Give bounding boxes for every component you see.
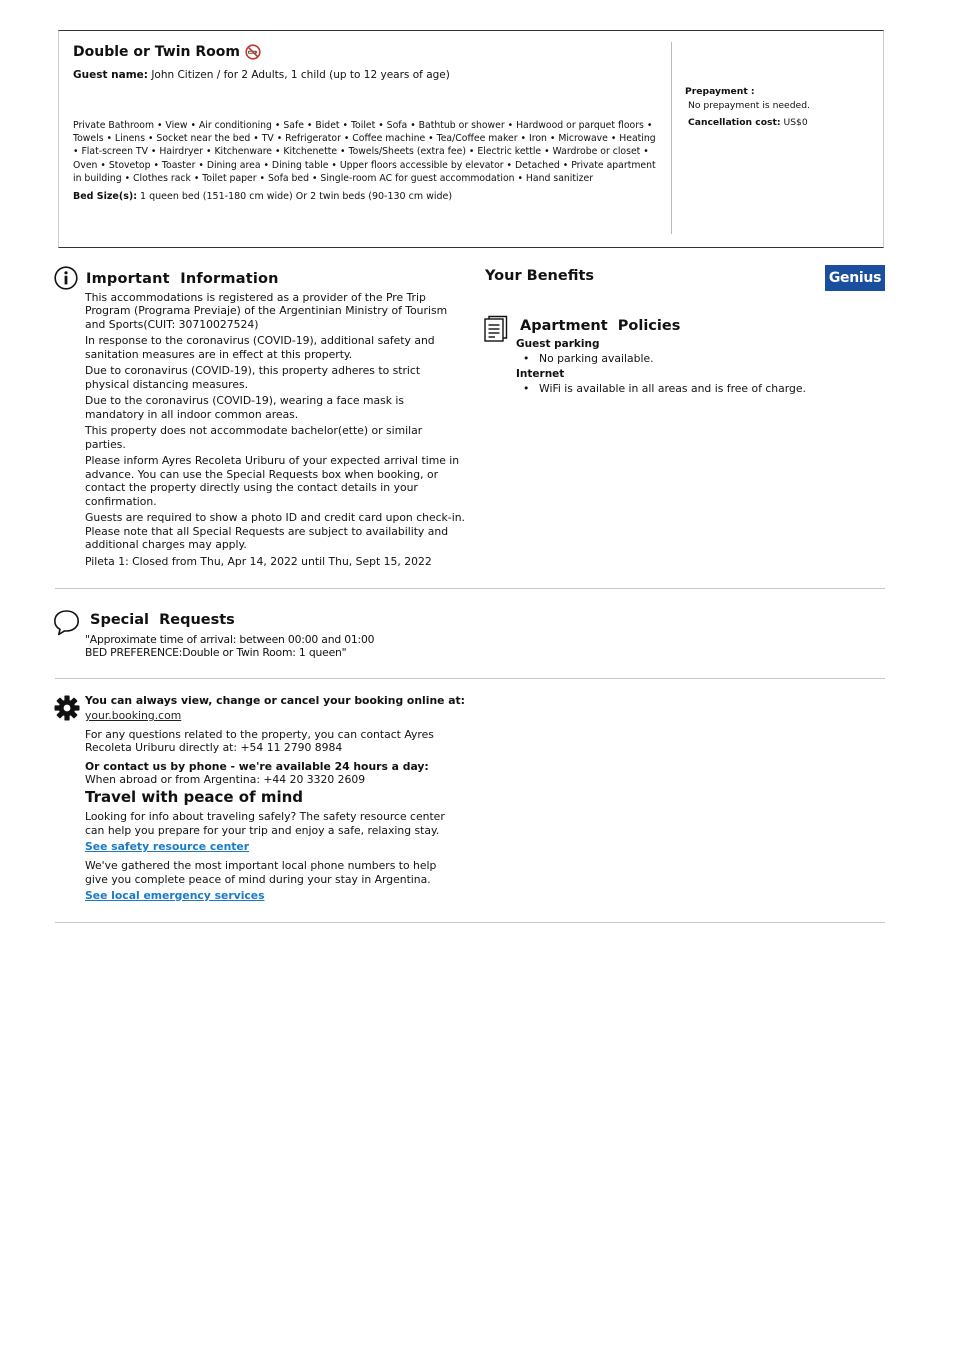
speech-bubble-icon [53, 609, 80, 636]
no-smoking-icon [245, 44, 261, 60]
apartment-policies-title: Apartment Policies [520, 318, 681, 334]
bed-size-line [73, 191, 452, 202]
info-paragraph: Please inform Ayres Recoleta Uriburu of your expected arrival time in advance. You can use the Special Requests box when booking, or contact the property directly using the contact details in your confirmation. [85, 454, 460, 508]
emergency-services-link[interactable]: See local emergency services [85, 889, 265, 902]
special-request-line: "Approximate time of arrival: between 00:00 and 01:00 [85, 633, 375, 646]
info-paragraph: Pileta 1: Closed from Thu, Apr 14, 2022 until Thu, Sept 15, 2022 [85, 554, 432, 568]
guest-name-line [73, 69, 450, 81]
bullet: • [523, 352, 530, 365]
prepayment-value: No prepayment is needed. [688, 100, 810, 111]
info-paragraph: In response to the coronavirus (COVID-19), additional safety and sanitation measures are in effect at this property. [85, 334, 435, 361]
internet-heading: Internet [516, 368, 565, 380]
safety-resource-text: Looking for info about traveling safely? The safety resource center can help you prepare for your trip and enjoy a safe, relaxing stay. [85, 810, 445, 837]
room-title [73, 44, 261, 60]
bullet: • [523, 382, 530, 395]
cancellation-cost [688, 117, 808, 128]
special-requests-body [85, 633, 374, 660]
genius-badge: Genius [825, 265, 885, 291]
phone-contact-number: When abroad or from Argentina: +44 20 3320 2609 [85, 773, 366, 786]
important-information-body [85, 291, 465, 571]
emergency-numbers-text: We've gathered the most important local phone numbers to help give you complete peace of mind during your stay in Argentina. [85, 859, 437, 886]
info-icon [54, 266, 78, 290]
room-box-divider [671, 42, 672, 234]
section-divider [55, 922, 885, 923]
safety-resource-link[interactable]: See safety resource center [85, 840, 250, 853]
travel-peace-title: Travel with peace of mind [85, 788, 304, 806]
important-information-title: Important Information [86, 271, 279, 287]
info-paragraph: This property does not accommodate bachelor(ette) or similar parties. [85, 424, 423, 451]
cancellation-label: Cancellation cost: [688, 117, 781, 128]
your-benefits-title: Your Benefits [485, 268, 595, 284]
special-request-line: BED PREFERENCE:Double or Twin Room: 1 queen" [85, 646, 347, 660]
document-icon [483, 315, 509, 343]
guest-parking-text: No parking available. [539, 352, 654, 365]
phone-contact-heading: Or contact us by phone - we're available 24 hours a day: [85, 760, 429, 773]
info-paragraph: This accommodations is registered as a provider of the Pre Trip Program (Programa Previaje) of the Argentinian Ministry of Tourism and Sports(CUIT: 30710027524) [85, 291, 448, 331]
bed-size-value: 1 queen bed (151-180 cm wide) Or 2 twin beds (90-130 cm wide) [140, 191, 453, 202]
guest-parking-item [523, 352, 654, 365]
room-facilities: Private Bathroom • View • Air conditioning • Safe • Bidet • Toilet • Sofa • Bathtub or shower • Hardwood or parquet floors • Towels • Linens • Socket near the bed • TV • Refrigerator • Coffee machine • Tea/Coffee maker • Iron • Microwave • Heating • Flat-screen TV • Hairdryer • Kitchenware • Kitchenette • Towels/Sheets (extra fee) • Electric kettle • Wardrobe or closet • Oven • Stovetop • Toaster • Dining area • Dining table • Upper floors accessible by elevator • Detached • Private apartment in building • Clothes rack • Toilet paper • Sofa bed • Single-room AC for guest accommodation • Hand sanitizer [73, 120, 656, 184]
prepayment-label: Prepayment : [685, 86, 755, 97]
guest-parking-heading: Guest parking [516, 338, 600, 350]
section-divider [55, 588, 885, 589]
section-divider [55, 678, 885, 679]
manage-booking-heading: You can always view, change or cancel your booking online at: [85, 694, 465, 707]
info-paragraph: Due to the coronavirus (COVID-19), wearing a face mask is mandatory in all indoor common areas. [85, 394, 405, 421]
guest-name-label: Guest name: [73, 69, 148, 81]
special-requests-title: Special Requests [90, 612, 235, 628]
info-paragraph: Due to coronavirus (COVID-19), this property adheres to strict physical distancing measures. [85, 364, 421, 391]
internet-text: WiFi is available in all areas and is free of charge. [539, 382, 806, 395]
property-contact-text: For any questions related to the property, you can contact Ayres Recoleta Uriburu directly at: +54 11 2790 8984 [85, 728, 434, 755]
info-paragraph: Guests are required to show a photo ID and credit card upon check-in. Please note that all Special Requests are subject to availability and additional charges may apply. [85, 511, 465, 552]
bed-size-label: Bed Size(s): [73, 191, 137, 202]
cancellation-value: US$0 [783, 117, 808, 128]
booking-site-link[interactable]: your.booking.com [85, 709, 182, 722]
guest-name-value: John Citizen / for 2 Adults, 1 child (up to 12 years of age) [151, 69, 450, 81]
internet-item [523, 382, 806, 395]
gear-icon [54, 695, 80, 721]
room-title-text: Double or Twin Room [73, 44, 240, 60]
